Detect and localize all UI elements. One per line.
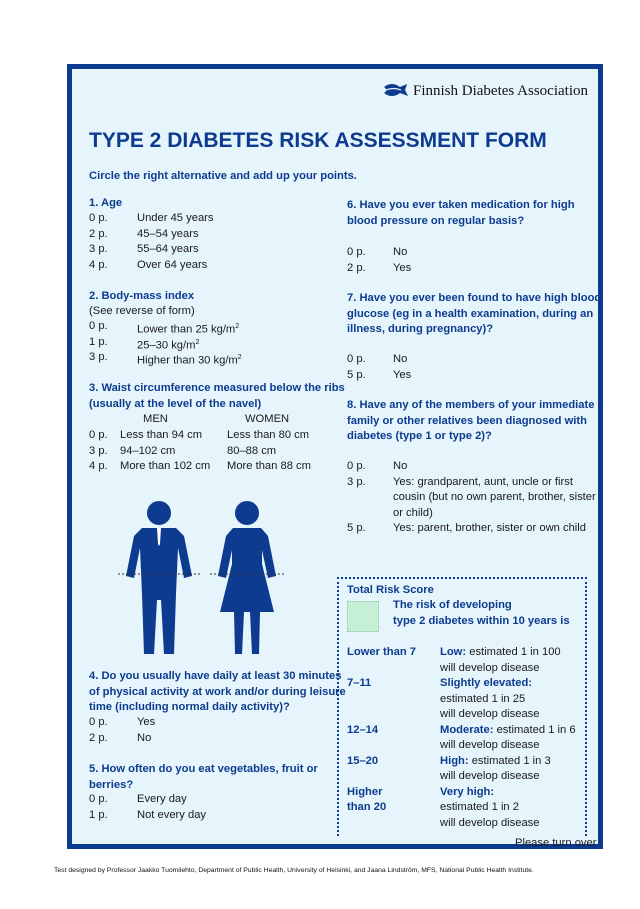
q2-option[interactable]: [89, 350, 329, 366]
q8-heading-line: diabetes (type 1 or type 2)?: [347, 430, 492, 442]
risk-range: 7–11: [347, 677, 372, 689]
women-column-header: WOMEN: [245, 413, 290, 425]
q1-options: [89, 211, 329, 273]
q2-options: [89, 319, 329, 366]
q4-option[interactable]: [89, 715, 289, 731]
option-label: Yes: parent, brother, sister or own child: [393, 522, 586, 534]
option-label: Lower than 25 kg/m: [137, 323, 236, 336]
q6-heading: [347, 198, 575, 229]
risk-desc: will develop disease: [440, 816, 540, 829]
q7-option[interactable]: [347, 368, 567, 384]
risk-range: Lower than 7: [347, 646, 416, 658]
option-label: 45–54 years: [137, 227, 199, 240]
risk-desc: estimated 1 in 3: [471, 754, 551, 767]
option-label: cousin (but no own parent, brother, sister: [393, 491, 596, 503]
men-value: More than 102 cm: [120, 460, 211, 472]
risk-row: [347, 723, 587, 754]
risk-level: Very high:: [440, 785, 495, 798]
option-label: or child): [393, 506, 433, 519]
q4-heading-line: of physical activity at work and/or during leisure: [89, 685, 346, 698]
q4-option[interactable]: [89, 731, 289, 747]
q3-option[interactable]: [89, 444, 329, 460]
q5-heading: [89, 762, 318, 793]
q2-heading: 2. Body-mass index: [89, 290, 195, 302]
q8-option[interactable]: [347, 475, 596, 522]
option-label: Every day: [137, 793, 187, 805]
option-points: 2 p.: [347, 261, 366, 274]
q1-option[interactable]: [89, 227, 329, 243]
option-points: 2 p.: [89, 731, 108, 744]
option-label: Over 64 years: [137, 258, 208, 271]
option-points: 4 p.: [89, 460, 108, 472]
instruction-text: Circle the right alternative and add up your points.: [89, 170, 357, 182]
footer-credit: Test designed by Professor Jaakko Tuomilehto, Department of Public Health, University of Helsinki, and Jaana Lindström, MFS, National Public Health Institute.: [54, 867, 534, 874]
q8-options: [347, 459, 596, 537]
option-points: 0 p.: [89, 716, 108, 728]
option-label: No: [137, 731, 152, 744]
option-label: Yes: grandparent, aunt, uncle or first: [393, 475, 573, 488]
risk-row: [347, 676, 587, 723]
fish-logo-icon: [383, 82, 409, 100]
q5-options: [89, 792, 289, 823]
risk-level: Moderate:: [440, 723, 494, 736]
risk-desc: estimated 1 in 100: [469, 646, 561, 658]
option-points: 3 p.: [89, 243, 108, 255]
risk-level: Low:: [440, 646, 467, 658]
q1-option[interactable]: [89, 242, 329, 258]
risk-range: 12–14: [347, 723, 379, 736]
q3-heading: [89, 381, 345, 412]
option-label: No: [393, 246, 408, 258]
association-logo: [383, 82, 588, 100]
option-points: 2 p.: [89, 227, 108, 240]
q8-heading-line: 8. Have any of the members of your immediate: [347, 399, 595, 411]
risk-row: [347, 785, 587, 832]
option-label: Yes: [393, 261, 412, 274]
q6-options: [347, 245, 567, 276]
q5-option[interactable]: [89, 808, 289, 824]
risk-caption-line: The risk of developing: [393, 599, 512, 611]
q4-heading: [89, 669, 346, 716]
option-points: 1 p.: [89, 808, 108, 821]
score-heading: Total Risk Score: [347, 584, 434, 596]
option-points: 3 p.: [89, 444, 108, 457]
q7-heading-line: 7. Have you ever been found to have high blood: [347, 292, 602, 304]
option-label: No: [393, 460, 408, 472]
q8-heading-line: family or other relatives been diagnosed with: [347, 414, 587, 427]
please-turn-over: Please turn over: [515, 837, 597, 849]
option-label: Yes: [393, 368, 412, 381]
option-points: 0 p.: [347, 246, 366, 258]
risk-desc: estimated 1 in 6: [496, 723, 576, 736]
q6-option[interactable]: [347, 245, 567, 261]
q6-option[interactable]: [347, 261, 567, 277]
q5-option[interactable]: [89, 792, 289, 808]
q3-heading-line: 3. Waist circumference measured below the ribs: [89, 382, 345, 394]
option-points: 0 p.: [347, 460, 366, 472]
q7-heading-line: illness, during pregnancy)?: [347, 323, 494, 335]
risk-desc: will develop disease: [440, 708, 540, 720]
q7-heading-line: glucose (eg in a health examination, during an: [347, 307, 594, 320]
q7-options: [347, 352, 567, 383]
waist-measurement-figures: [112, 498, 292, 658]
q8-option[interactable]: [347, 521, 587, 537]
option-points: 4 p.: [89, 258, 108, 271]
risk-row: [347, 754, 587, 785]
men-value: 94–102 cm: [120, 444, 176, 457]
risk-desc: estimated 1 in 2: [440, 801, 519, 813]
q5-heading-line: 5. How often do you eat vegetables, fruit or: [89, 763, 318, 775]
risk-caption-line: type 2 diabetes within 10 years is: [393, 614, 570, 627]
option-label: No: [393, 353, 408, 365]
option-points: 0 p.: [89, 320, 108, 332]
option-label: Higher than 30 kg/m: [137, 354, 238, 367]
option-label: 25–30 kg/m: [137, 339, 196, 352]
q2-option[interactable]: [89, 319, 329, 335]
men-value: Less than 94 cm: [120, 429, 203, 441]
risk-range: than 20: [347, 801, 387, 813]
option-points: 5 p.: [347, 368, 366, 381]
risk-caption: [393, 598, 570, 629]
option-label: Under 45 years: [137, 212, 214, 224]
q1-option[interactable]: [89, 211, 329, 227]
risk-row: [347, 645, 587, 676]
option-superscript: 2: [237, 354, 242, 361]
risk-level: Slightly elevated:: [440, 677, 533, 689]
option-points: 1 p.: [89, 335, 108, 348]
option-points: 0 p.: [89, 429, 108, 441]
q8-heading: [347, 398, 594, 445]
q8-option[interactable]: [347, 459, 587, 475]
q1-option[interactable]: [89, 258, 329, 274]
risk-range: Higher: [347, 785, 383, 798]
risk-desc: estimated 1 in 25: [440, 692, 526, 705]
option-label: 55–64 years: [137, 243, 199, 255]
q6-heading-line: blood pressure on regular basis?: [347, 214, 525, 227]
q3-option[interactable]: [89, 428, 329, 444]
q3-option[interactable]: [89, 459, 329, 475]
option-points: 3 p.: [347, 475, 366, 488]
risk-desc: will develop disease: [440, 770, 540, 782]
page-title: TYPE 2 DIABETES RISK ASSESSMENT FORM: [89, 129, 547, 152]
option-points: 0 p.: [347, 353, 366, 365]
q3-options: [89, 428, 329, 475]
q4-options: [89, 715, 289, 746]
risk-table: [347, 645, 587, 831]
option-superscript: 2: [235, 323, 240, 330]
men-column-header: MEN: [143, 413, 168, 425]
option-points: 3 p.: [89, 351, 108, 363]
q3-heading-line: (usually at the level of the navel): [89, 397, 262, 410]
q6-heading-line: 6. Have you ever taken medication for high: [347, 199, 575, 211]
q7-heading: [347, 291, 601, 338]
risk-desc: will develop disease: [440, 739, 540, 751]
option-points: 0 p.: [89, 793, 108, 805]
option-label: Yes: [137, 716, 156, 728]
q5-heading-line: berries?: [89, 778, 134, 791]
option-label: Not every day: [137, 808, 207, 821]
option-superscript: 2: [195, 338, 200, 346]
association-name: Finnish Diabetes Association: [413, 82, 588, 99]
q1-heading: 1. Age: [89, 197, 123, 209]
women-value: More than 88 cm: [227, 460, 311, 472]
man-figure-icon: [126, 501, 192, 654]
q2-note: (See reverse of form): [89, 305, 195, 317]
q4-heading-line: time (including normal daily activity)?: [89, 701, 290, 713]
risk-level: High:: [440, 754, 469, 767]
q7-option[interactable]: [347, 352, 567, 368]
q4-heading-line: 4. Do you usually have daily at least 30 minutes: [89, 670, 342, 682]
risk-range: 15–20: [347, 754, 379, 767]
women-value: 80–88 cm: [227, 444, 277, 457]
woman-figure-icon: [218, 501, 276, 654]
q2-option[interactable]: [89, 335, 329, 351]
score-entry-box[interactable]: [347, 601, 379, 632]
risk-desc: will develop disease: [440, 661, 540, 674]
women-value: Less than 80 cm: [227, 429, 310, 441]
option-points: 5 p.: [347, 522, 366, 534]
option-points: 0 p.: [89, 212, 108, 224]
